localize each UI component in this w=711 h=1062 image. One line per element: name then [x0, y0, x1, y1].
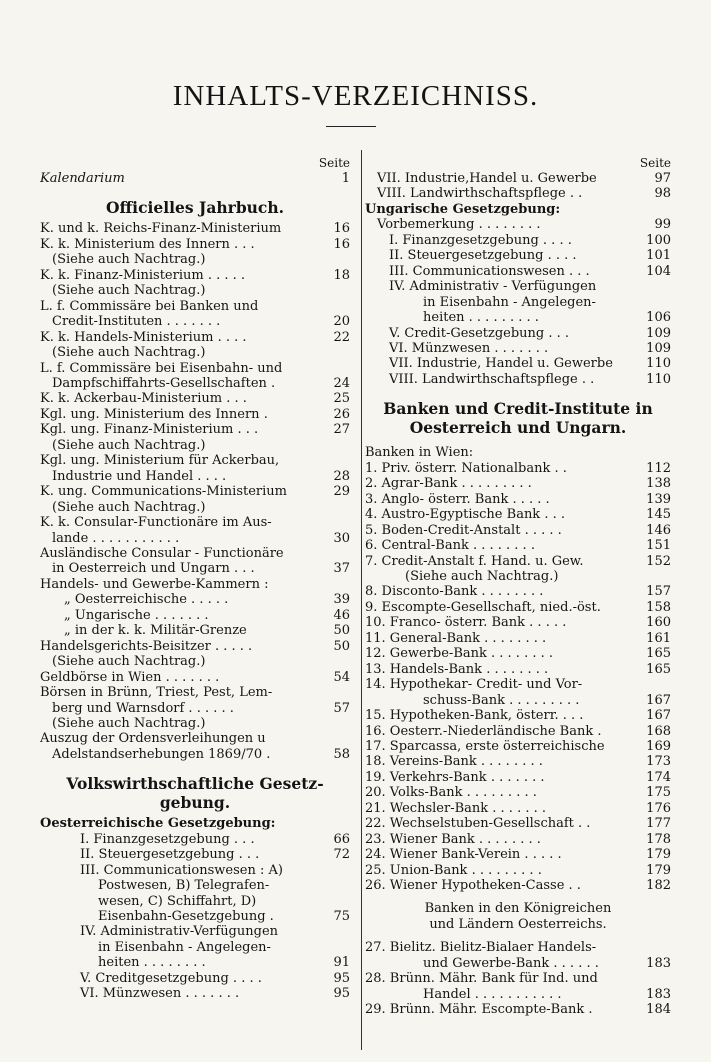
entry-text: 17. Sparcassa, erste österreichische	[365, 738, 605, 754]
subsection-heading	[365, 445, 671, 460]
toc-entry	[365, 708, 671, 723]
left-column	[40, 156, 350, 1002]
page-number: 173	[646, 754, 671, 770]
page-number: 178	[646, 831, 671, 847]
toc-entry	[365, 492, 671, 507]
toc-entry	[40, 623, 350, 638]
toc-entry	[40, 252, 350, 267]
toc-entry	[40, 863, 350, 878]
page-number: 1	[341, 171, 350, 186]
entry-text: K. k. Consular-Functionäre im Aus-	[40, 515, 272, 531]
page-number: 24	[333, 375, 350, 391]
toc-entry	[40, 940, 350, 955]
entry-text: 25. Union-Bank . . . . . . . . .	[365, 862, 542, 878]
entry-text: V. Credit-Gesetzgebung . . .	[389, 325, 570, 341]
toc-entry	[40, 376, 350, 391]
toc-entry	[40, 361, 350, 376]
entry-text: 23. Wiener Bank . . . . . . . .	[365, 831, 541, 847]
entry-text: 2. Agrar-Bank . . . . . . . . .	[365, 476, 532, 492]
page-number: 138	[646, 476, 671, 492]
entry-text: VII. Industrie, Handel u. Gewerbe	[389, 356, 613, 372]
toc-entry	[40, 894, 350, 909]
entry-text: VIII. Landwirthschaftspflege . .	[389, 371, 595, 387]
entry-text: (Siehe auch Nachtrag.)	[52, 715, 206, 731]
section-heading: Banken und Credit-Institute in	[383, 399, 653, 419]
toc-entry	[365, 770, 671, 785]
toc-entry	[365, 372, 671, 387]
entry-text: IV. Administrativ-Verfügungen	[80, 924, 279, 940]
page-title: INHALTS-VERZEICHNISS.	[172, 80, 539, 112]
toc-entry	[365, 310, 671, 325]
toc-entry	[40, 577, 350, 592]
entry-text: 1. Priv. österr. Nationalbank . .	[365, 460, 567, 476]
entry-text: I. Finanzgesetzgebung . . .	[80, 831, 255, 847]
toc-entry	[365, 248, 671, 263]
page-number: 50	[333, 638, 350, 654]
page-number: 151	[646, 538, 671, 554]
page-number: 165	[646, 646, 671, 662]
entry-text: Credit-Instituten . . . . . . .	[52, 314, 221, 330]
entry-text: Vorbemerkung . . . . . . . .	[377, 217, 541, 233]
toc-entry	[365, 233, 671, 248]
entry-text: 6. Central-Bank . . . . . . . .	[365, 538, 535, 554]
toc-entry	[40, 878, 350, 893]
toc-entry	[40, 731, 350, 746]
section-heading: Oesterreich und Ungarn.	[409, 418, 627, 438]
entry-text: 27. Bielitz. Bielitz-Bialaer Handels-	[365, 940, 597, 956]
toc-entry	[365, 863, 671, 878]
title-rule	[326, 126, 376, 127]
toc-entry	[365, 1002, 671, 1017]
toc-entry	[40, 268, 350, 283]
page-number: 27	[333, 422, 350, 438]
page-number: 145	[646, 507, 671, 523]
toc-entry	[365, 816, 671, 831]
page-number: 165	[646, 661, 671, 677]
toc-entry	[365, 295, 671, 310]
entry-text: II. Steuergesetzgebung . . .	[80, 847, 260, 863]
subsection-heading: Banken in den Königreichen	[424, 901, 612, 917]
toc-entry	[365, 326, 671, 341]
page-number: 54	[333, 669, 350, 685]
toc-entry	[365, 801, 671, 816]
page-number: 152	[646, 553, 671, 569]
page-number: 139	[646, 491, 671, 507]
toc-entry	[40, 469, 350, 484]
entry-text: V. Creditgesetzgebung . . . .	[80, 970, 262, 986]
toc-entry	[365, 987, 671, 1002]
toc-entry	[40, 924, 350, 939]
toc-entry	[365, 584, 671, 599]
entry-text: Kgl. ung. Ministerium des Innern .	[40, 406, 268, 422]
entry-text: Oesterreichische Gesetzgebung:	[40, 816, 276, 832]
entry-text: Handel . . . . . . . . . . .	[423, 986, 562, 1002]
page-number: 20	[333, 314, 350, 330]
page-number: 184	[646, 1002, 671, 1018]
toc-entry	[365, 631, 671, 646]
toc-entry	[365, 832, 671, 847]
entry-list	[365, 217, 671, 387]
entry-text: Geldbörse in Wien . . . . . . .	[40, 669, 220, 685]
page-number: 158	[646, 599, 671, 615]
toc-entry	[40, 484, 350, 499]
entry-list	[40, 832, 350, 1002]
entry-list	[365, 461, 671, 894]
entry-text: K. k. Ackerbau-Ministerium . . .	[40, 391, 247, 407]
toc-entry	[365, 940, 671, 955]
toc-entry	[365, 279, 671, 294]
section-heading: gebung.	[159, 793, 231, 813]
page-number: 37	[333, 561, 350, 577]
toc-entry	[40, 500, 350, 515]
entry-text: 16. Oesterr.-Niederländische Bank .	[365, 723, 602, 739]
toc-entry	[365, 600, 671, 615]
entry-text: 5. Boden-Credit-Anstalt . . . . .	[365, 522, 562, 538]
toc-entry	[40, 685, 350, 700]
toc-entry	[365, 461, 671, 476]
page-number: 16	[333, 221, 350, 237]
toc-entry	[365, 847, 671, 862]
page-number: 97	[654, 171, 671, 186]
toc-entry	[40, 847, 350, 862]
page-number: 110	[646, 371, 671, 387]
page-number: 75	[333, 909, 350, 925]
entry-text: 28. Brünn. Mähr. Bank für Ind. und	[365, 971, 598, 987]
page-number: 161	[646, 630, 671, 646]
toc-entry	[365, 615, 671, 630]
page-number: 91	[333, 955, 350, 971]
entry-text: Industrie und Handel . . . .	[52, 468, 227, 484]
entry-text: wesen, C) Schiffahrt, D)	[98, 893, 257, 909]
entry-text: 22. Wechselstuben-Gesellschaft . .	[365, 816, 591, 832]
toc-entry	[40, 438, 350, 453]
toc-entry	[365, 693, 671, 708]
entry-text: „ Ungarische . . . . . . .	[64, 607, 209, 623]
toc-entry	[365, 739, 671, 754]
entry-text: III. Communicationswesen . . .	[389, 263, 590, 279]
toc-entry	[40, 986, 350, 1001]
page-number: 179	[646, 847, 671, 863]
page-number: 109	[646, 340, 671, 356]
entry-text: (Siehe auch Nachtrag.)	[52, 437, 206, 453]
page-number: 72	[333, 847, 350, 863]
page-number: 28	[333, 468, 350, 484]
entry-text: „ in der k. k. Militär-Grenze	[64, 623, 247, 639]
page-number: 18	[333, 267, 350, 283]
toc-entry	[40, 283, 350, 298]
entry-text: 9. Escompte-Gesellschaft, nied.-öst.	[365, 599, 601, 615]
toc-entry	[365, 569, 671, 584]
toc-entry	[40, 391, 350, 406]
page-number: 168	[646, 723, 671, 739]
entry-text: K. k. Finanz-Ministerium . . . . .	[40, 267, 246, 283]
entry-text: Ungarische Gesetzgebung:	[365, 201, 561, 217]
entry-text: Kgl. ung. Finanz-Ministerium . . .	[40, 422, 259, 438]
toc-entry	[365, 523, 671, 538]
entry-text: 8. Disconto-Bank . . . . . . . .	[365, 584, 544, 600]
entry-text: L. f. Commissäre bei Eisenbahn- und	[40, 360, 283, 376]
toc-entry	[365, 956, 671, 971]
entry-text: 13. Handels-Bank . . . . . . . .	[365, 661, 549, 677]
entry-text: 7. Credit-Anstalt f. Hand. u. Gew.	[365, 553, 584, 569]
entry-text: 29. Brünn. Mähr. Escompte-Bank .	[365, 1002, 593, 1018]
entry-text: berg und Warnsdorf . . . . . .	[52, 700, 234, 716]
entry-text: 19. Verkehrs-Bank . . . . . . .	[365, 769, 545, 785]
page-number: 66	[333, 831, 350, 847]
entry-text: K. und k. Reichs-Finanz-Ministerium	[40, 221, 282, 237]
entry-text: 14. Hypothekar- Credit- und Vor-	[365, 677, 583, 693]
entry-text: 11. General-Bank . . . . . . . .	[365, 630, 547, 646]
toc-entry	[40, 314, 350, 329]
page-number: 25	[333, 391, 350, 407]
page-number: 22	[333, 329, 350, 345]
entry-text: Dampfschiffahrts-Gesellschaften .	[52, 375, 276, 391]
entry-text: 12. Gewerbe-Bank . . . . . . . .	[365, 646, 553, 662]
entry-text: heiten . . . . . . . .	[98, 955, 206, 971]
entry-text: 4. Austro-Egyptische Bank . . .	[365, 507, 565, 523]
entry-text: 3. Anglo- österr. Bank . . . . .	[365, 491, 550, 507]
entry-text: (Siehe auch Nachtrag.)	[405, 568, 559, 584]
toc-entry	[365, 971, 671, 986]
entry-list	[40, 221, 350, 762]
entry-text: (Siehe auch Nachtrag.)	[52, 345, 206, 361]
right-column	[365, 156, 671, 1018]
toc-entry	[365, 724, 671, 739]
page-number: 95	[333, 970, 350, 986]
entry-text: Adelstandserhebungen 1869/70 .	[52, 746, 271, 762]
page-number: 16	[333, 236, 350, 252]
page-number: 175	[646, 785, 671, 801]
page-number: 110	[646, 356, 671, 372]
entry-text: VII. Industrie,Handel u. Gewerbe	[377, 171, 597, 186]
entry-text: 24. Wiener Bank-Verein . . . . .	[365, 847, 562, 863]
toc-entry	[365, 878, 671, 893]
entry-text: Kgl. ung. Ministerium für Ackerbau,	[40, 453, 280, 469]
page-number: 167	[646, 692, 671, 708]
page-number: 183	[646, 955, 671, 971]
toc-entry	[40, 221, 350, 236]
entry-text: schuss-Bank . . . . . . . . .	[423, 692, 580, 708]
toc-entry	[40, 237, 350, 252]
page-number: 157	[646, 584, 671, 600]
entry-text: K. ung. Communications-Ministerium	[40, 484, 287, 500]
entry-text: Handelsgerichts-Beisitzer . . . . .	[40, 638, 253, 654]
section-heading: Volkswirthschaftliche Gesetz-	[66, 774, 324, 794]
subsection-heading	[365, 202, 671, 217]
entry-text: 26. Wiener Hypotheken-Casse . .	[365, 878, 581, 894]
toc-entry	[365, 554, 671, 569]
page-number: 183	[646, 986, 671, 1002]
entry-text: 15. Hypotheken-Bank, österr. . . .	[365, 708, 584, 724]
toc-entry	[40, 546, 350, 561]
toc-entry	[40, 654, 350, 669]
entry-list	[365, 171, 671, 202]
entry-text: Kalendarium	[40, 171, 125, 186]
page-number: 50	[333, 623, 350, 639]
page-number: 177	[646, 816, 671, 832]
entry-text: Eisenbahn-Gesetzgebung .	[98, 909, 274, 925]
page-number: 160	[646, 615, 671, 631]
entry-text: heiten . . . . . . . . .	[423, 310, 539, 326]
entry-text: „ Oesterreichische . . . . .	[64, 592, 229, 608]
toc-entry	[365, 476, 671, 491]
toc-entry	[40, 453, 350, 468]
toc-entry	[365, 754, 671, 769]
page-number: 95	[333, 986, 350, 1002]
page-number: 46	[333, 607, 350, 623]
page-number: 98	[654, 186, 671, 202]
page-number: 146	[646, 522, 671, 538]
seite-header: Seite	[318, 156, 350, 170]
toc-entry	[365, 341, 671, 356]
entry-text: und Gewerbe-Bank . . . . . .	[423, 955, 599, 971]
toc-entry	[365, 677, 671, 692]
toc-entry	[365, 785, 671, 800]
column-divider	[361, 150, 362, 1050]
toc-entry	[40, 171, 350, 186]
section-heading: Officielles Jahrbuch.	[105, 198, 285, 218]
entry-text: in Oesterreich und Ungarn . . .	[52, 561, 255, 577]
entry-text: (Siehe auch Nachtrag.)	[52, 252, 206, 268]
toc-entry	[40, 670, 350, 685]
page-number: 112	[646, 460, 671, 476]
toc-entry	[365, 264, 671, 279]
page-number: 30	[333, 530, 350, 546]
entry-text: VI. Münzwesen . . . . . . .	[389, 340, 549, 356]
toc-entry	[365, 646, 671, 661]
toc-entry	[365, 662, 671, 677]
entry-text: II. Steuergesetzgebung . . . .	[389, 248, 577, 264]
seite-header: Seite	[639, 156, 671, 170]
subsection-heading	[40, 816, 350, 831]
entry-text: K. k. Handels-Ministerium . . . .	[40, 329, 247, 345]
page-number: 104	[646, 263, 671, 279]
toc-entry	[40, 909, 350, 924]
toc-entry	[40, 955, 350, 970]
entry-text: 21. Wechsler-Bank . . . . . . .	[365, 800, 546, 816]
entry-text: 10. Franco- österr. Bank . . . . .	[365, 615, 567, 631]
entry-text: (Siehe auch Nachtrag.)	[52, 283, 206, 299]
page-number: 99	[654, 217, 671, 233]
page-number: 39	[333, 592, 350, 608]
toc-entry	[40, 747, 350, 762]
entry-text: Ausländische Consular - Functionäre	[40, 545, 284, 561]
entry-text: 18. Vereins-Bank . . . . . . . .	[365, 754, 543, 770]
toc-entry	[40, 832, 350, 847]
toc-entry	[40, 716, 350, 731]
entry-text: III. Communicationswesen : A)	[80, 862, 283, 878]
entry-text: Auszug der Ordensverleihungen u	[40, 731, 266, 747]
subsection-heading: und Ländern Oesterreichs.	[429, 916, 607, 932]
page-number: 167	[646, 708, 671, 724]
toc-entry	[40, 561, 350, 576]
page-number: 174	[646, 769, 671, 785]
page-number: 26	[333, 406, 350, 422]
toc-entry	[40, 345, 350, 360]
entry-text: 20. Volks-Bank . . . . . . . . .	[365, 785, 537, 801]
page-number: 106	[646, 310, 671, 326]
toc-entry	[40, 515, 350, 530]
page-number: 169	[646, 738, 671, 754]
page-number: 100	[646, 232, 671, 248]
entry-text: K. k. Ministerium des Innern . . .	[40, 236, 255, 252]
toc-entry	[365, 538, 671, 553]
entry-text: in Eisenbahn - Angelegen-	[423, 294, 596, 310]
page-number: 182	[646, 878, 671, 894]
entry-text: Banken in Wien:	[365, 445, 474, 461]
entry-text: I. Finanzgesetzgebung . . . .	[389, 232, 572, 248]
entry-list	[365, 940, 671, 1017]
toc-entry	[365, 171, 671, 186]
toc-entry	[40, 971, 350, 986]
entry-text: Handels- und Gewerbe-Kammern :	[40, 576, 269, 592]
toc-entry	[365, 507, 671, 522]
entry-text: (Siehe auch Nachtrag.)	[52, 654, 206, 670]
toc-entry	[40, 608, 350, 623]
toc-entry	[365, 356, 671, 371]
toc-entry	[40, 299, 350, 314]
entry-text: in Eisenbahn - Angelegen-	[98, 939, 271, 955]
page-number: 58	[333, 746, 350, 762]
entry-text: Postwesen, B) Telegrafen-	[98, 878, 270, 894]
page-number: 57	[333, 700, 350, 716]
entry-text: L. f. Commissäre bei Banken und	[40, 298, 259, 314]
page-number: 101	[646, 248, 671, 264]
entry-text: VIII. Landwirthschaftspflege . .	[377, 186, 583, 202]
toc-entry	[40, 407, 350, 422]
toc-entry	[40, 639, 350, 654]
toc-entry	[40, 330, 350, 345]
page-number: 29	[333, 484, 350, 500]
toc-entry	[40, 531, 350, 546]
toc-entry	[365, 186, 671, 201]
toc-entry	[40, 701, 350, 716]
page-number: 176	[646, 800, 671, 816]
entry-text: (Siehe auch Nachtrag.)	[52, 499, 206, 515]
toc-entry	[365, 217, 671, 232]
entry-text: VI. Münzwesen . . . . . . .	[80, 986, 240, 1002]
toc-entry	[40, 422, 350, 437]
entry-text: Börsen in Brünn, Triest, Pest, Lem-	[40, 685, 273, 701]
page-number: 109	[646, 325, 671, 341]
entry-text: IV. Administrativ - Verfügungen	[389, 279, 597, 295]
page-number: 179	[646, 862, 671, 878]
entry-text: lande . . . . . . . . . . .	[52, 530, 180, 546]
toc-entry	[40, 592, 350, 607]
